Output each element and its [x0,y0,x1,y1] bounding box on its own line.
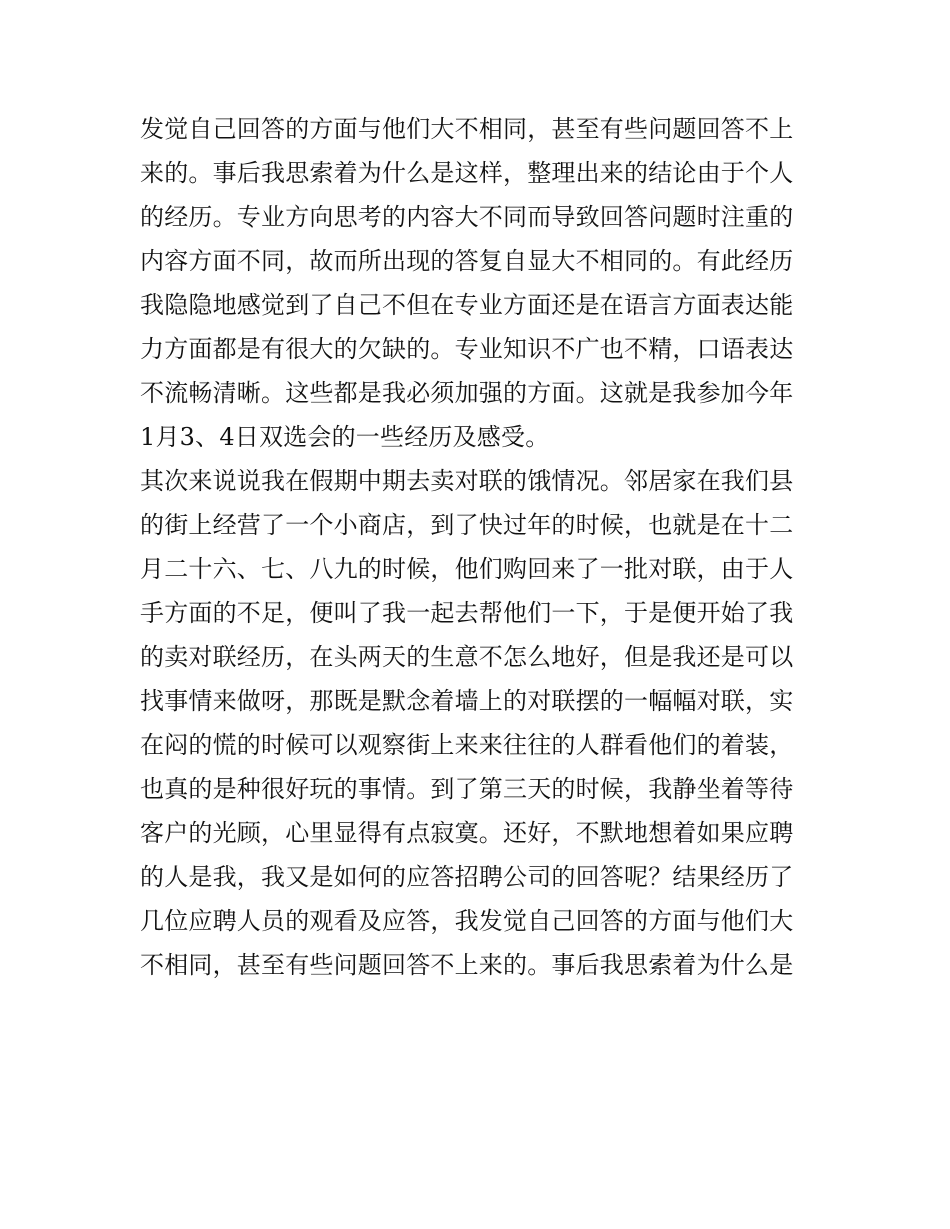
text-line: 力方面都是有很大的欠缺的。专业知识不广也不精，口语表达 [140,335,794,363]
text-line: 在闷的慌的时候可以观察街上来来往往的人群看他们的着装， [140,731,794,759]
text-line: 几位应聘人员的观看及应答，我发觉自己回答的方面与他们大 [140,907,794,935]
text-line: 手方面的不足，便叫了我一起去帮他们一下，于是便开始了我 [140,599,794,627]
body-text [140,107,820,987]
text-line: 发觉自己回答的方面与他们大不相同，甚至有些问题回答不上 [140,115,794,143]
text-line: 不相同，甚至有些问题回答不上来的。事后我思索着为什么是 [140,951,794,979]
text-line: 1月3、4日双选会的一些经历及感受。 [140,423,550,451]
text-line: 的街上经营了一个小商店，到了快过年的时候，也就是在十二 [140,511,794,539]
text-line: 客户的光顾，心里显得有点寂寞。还好，不默地想着如果应聘 [140,819,794,847]
text-line: 也真的是种很好玩的事情。到了第三天的时候，我静坐着等待 [140,775,794,803]
text-line: 不流畅清晰。这些都是我必须加强的方面。这就是我参加今年 [140,379,794,407]
text-line: 我隐隐地感觉到了自己不但在专业方面还是在语言方面表达能 [140,291,794,319]
text-line: 的人是我，我又是如何的应答招聘公司的回答呢？结果经历了 [140,863,794,891]
text-line: 月二十六、七、八九的时候，他们购回来了一批对联，由于人 [140,555,794,583]
text-line: 找事情来做呀，那既是默念着墙上的对联摆的一幅幅对联，实 [140,687,794,715]
text-line: 内容方面不同，故而所出现的答复自显大不相同的。有此经历 [140,247,794,275]
text-line: 的经历。专业方向思考的内容大不同而导致回答问题时注重的 [140,203,794,231]
text-line: 的卖对联经历，在头两天的生意不怎么地好，但是我还是可以 [140,643,794,671]
text-line: 其次来说说我在假期中期去卖对联的饿情况。邻居家在我们县 [140,467,794,495]
text-line: 来的。事后我思索着为什么是这样，整理出来的结论由于个人 [140,159,794,187]
